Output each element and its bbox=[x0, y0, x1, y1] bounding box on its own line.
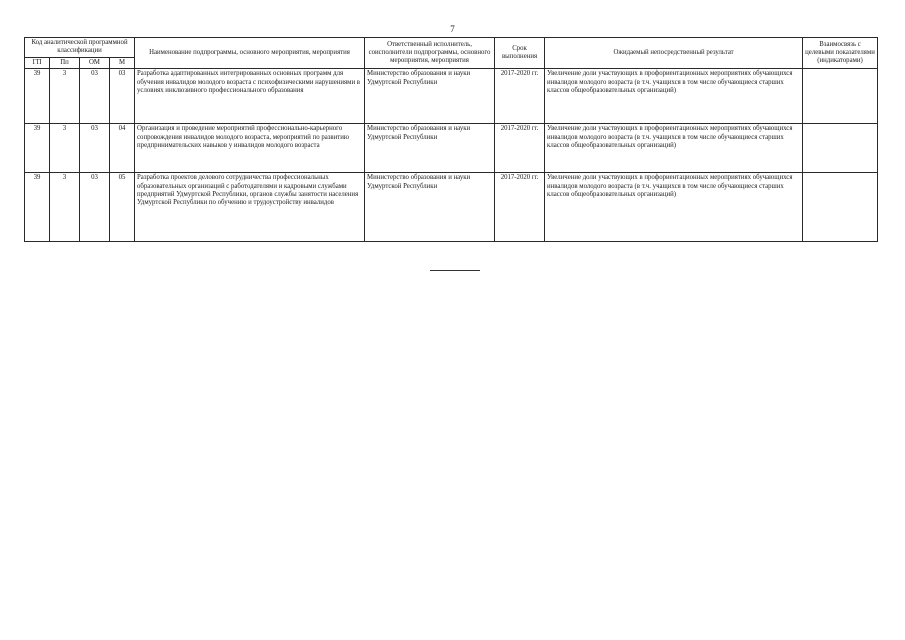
cell-m: 05 bbox=[110, 173, 135, 242]
cell-gp: 39 bbox=[25, 173, 50, 242]
cell-name: Разработка адаптированных интегрированных основных программ для обучения инвалидов молодого возраста с психофизическими нарушениями в условиях инклюзивного профессионального образования bbox=[135, 69, 365, 124]
table-row bbox=[25, 69, 878, 124]
end-of-table-line bbox=[430, 270, 480, 271]
cell-gp: 39 bbox=[25, 69, 50, 124]
header-term: Срок выполнения bbox=[495, 38, 545, 69]
header-gp: ГП bbox=[25, 57, 50, 68]
cell-executor: Министерство образования и науки Удмуртской Республики bbox=[365, 69, 495, 124]
header-link: Взаимосвязь с целевыми показателями (индикаторами) bbox=[803, 38, 878, 69]
cell-executor: Министерство образования и науки Удмуртской Республики bbox=[365, 124, 495, 173]
cell-result: Увеличение доли участвующих в профориентационных мероприятиях обучающихся инвалидов молодого возраста (в т.ч. учащихся в том числе обучающиеся старших классов общеобразовательных организаций) bbox=[545, 124, 803, 173]
header-code-group: Код аналитической программной классификации bbox=[25, 38, 135, 58]
table-header-row bbox=[25, 38, 878, 58]
cell-name: Организация и проведение мероприятий профессионально-карьерного сопровождения инвалидов молодого возраста, мероприятий по развитию предпринимательских навыков у инвалидов молодого возраста bbox=[135, 124, 365, 173]
cell-m: 04 bbox=[110, 124, 135, 173]
table-row bbox=[25, 173, 878, 242]
header-om: ОМ bbox=[80, 57, 110, 68]
cell-term: 2017-2020 гг. bbox=[495, 173, 545, 242]
cell-link bbox=[803, 124, 878, 173]
cell-m: 03 bbox=[110, 69, 135, 124]
cell-term: 2017-2020 гг. bbox=[495, 69, 545, 124]
cell-executor: Министерство образования и науки Удмуртской Республики bbox=[365, 173, 495, 242]
cell-gp: 39 bbox=[25, 124, 50, 173]
cell-result: Увеличение доли участвующих в профориентационных мероприятиях обучающихся инвалидов молодого возраста (в т.ч. учащихся в том числе обучающиеся старших классов общеобразовательных организаций) bbox=[545, 69, 803, 124]
cell-pp: 3 bbox=[50, 124, 80, 173]
cell-link bbox=[803, 69, 878, 124]
cell-om: 03 bbox=[80, 124, 110, 173]
cell-om: 03 bbox=[80, 173, 110, 242]
cell-result: Увеличение доли участвующих в профориентационных мероприятиях обучающихся инвалидов молодого возраста (в т.ч. учащихся в том числе обучающиеся старших классов общеобразовательных организаций) bbox=[545, 173, 803, 242]
page-number: 7 bbox=[450, 24, 455, 34]
cell-om: 03 bbox=[80, 69, 110, 124]
cell-pp: 3 bbox=[50, 173, 80, 242]
cell-name: Разработка проектов делового сотрудничества профессиональных образовательных организаций с работодателями и кадровыми службами предприятий Удмуртской Республики, органов службы занятости населения Удмуртской Республики по обучению и трудоустройству инвалидов bbox=[135, 173, 365, 242]
cell-link bbox=[803, 173, 878, 242]
cell-term: 2017-2020 гг. bbox=[495, 124, 545, 173]
header-result: Ожидаемый непосредственный результат bbox=[545, 38, 803, 69]
table-row bbox=[25, 124, 878, 173]
header-m: М bbox=[110, 57, 135, 68]
program-table bbox=[24, 37, 878, 242]
cell-pp: 3 bbox=[50, 69, 80, 124]
header-pp: Пп bbox=[50, 57, 80, 68]
header-executor: Ответственный исполнитель, соисполнители подпрограммы, основного мероприятия, мероприятия bbox=[365, 38, 495, 69]
header-name: Наименование подпрограммы, основного мероприятия, мероприятия bbox=[135, 38, 365, 69]
